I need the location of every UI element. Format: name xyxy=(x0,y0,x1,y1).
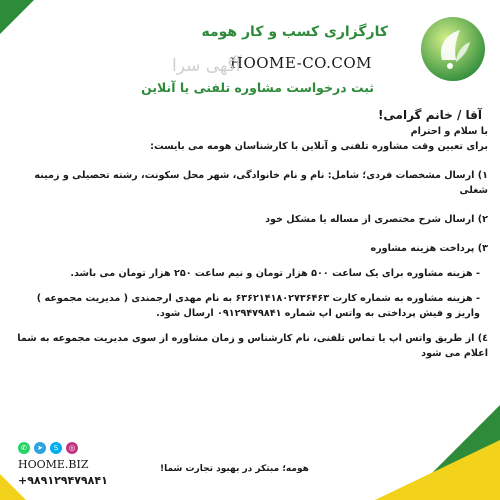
payment-note-line: واریز و فیش پرداختی به واتس اپ شماره ۰۹۱۲۹۴۷۹۸۴۱ ارسال شود. xyxy=(156,308,480,319)
social-icons xyxy=(18,442,78,454)
footer-website[interactable]: HOOME.BIZ xyxy=(18,458,89,471)
payment-note-line: - هزینه مشاوره به شماره کارت ۶۳۶۲۱۴۱۸۰۲۷۳۶۴۶۳ به نام مهدی ارجمندی ( مدیریت مجموعه ) xyxy=(36,293,480,304)
intro-line: با سلام و احترام xyxy=(410,126,488,137)
company-website: HOOME-CO.COM xyxy=(229,54,372,72)
footer-slogan: هومه؛ مبتکر در بهبود تجارت شما! xyxy=(160,464,309,474)
footer-phone: +۹۸۹۱۲۹۴۷۹۸۴۱ xyxy=(18,474,108,487)
instagram-icon[interactable]: ◎ xyxy=(66,442,78,454)
corner-decoration-bottom-right-yellow xyxy=(375,440,500,500)
watermark-text: آگهی سرا xyxy=(172,56,241,76)
step-4-line: ٤) از طریق واتس اپ یا تماس تلفنی، نام کارشناس و زمان مشاوره از سوی مدیریت مجموعه به شما xyxy=(17,333,488,344)
corner-decoration-top-left xyxy=(0,0,34,34)
step-2: ۲) ارسال شرح مختصری از مساله یا مشکل خود xyxy=(265,214,488,225)
telegram-icon[interactable]: ➤ xyxy=(34,442,46,454)
step-4-line: اعلام می شود xyxy=(421,348,488,359)
company-name: کارگزاری کسب و کار هومه xyxy=(201,24,388,40)
hoome-logo-icon xyxy=(420,16,486,82)
step-1: ۱) ارسال مشخصات فردی؛ شامل: نام و نام خانوادگی، شهر محل سکونت، رشته تحصیلی و زمینه شغلی xyxy=(34,170,488,196)
step-3: ۳) پرداخت هزینه مشاوره xyxy=(370,243,488,254)
skype-icon[interactable]: S xyxy=(50,442,62,454)
main-content xyxy=(12,108,488,361)
whatsapp-icon[interactable]: ✆ xyxy=(18,442,30,454)
fee-note: - هزینه مشاوره برای یک ساعت ۵۰۰ هزار تومان و نیم ساعت ۲۵۰ هزار تومان می باشد. xyxy=(70,268,480,279)
request-title: ثبت درخواست مشاوره تلفنی یا آنلاین xyxy=(141,80,374,95)
intro-line: برای تعیین وقت مشاوره تلفنی و آنلاین با کارشناسان هومه می بایست: xyxy=(150,141,488,152)
greeting: آقا / خانم گرامی! xyxy=(377,108,482,122)
